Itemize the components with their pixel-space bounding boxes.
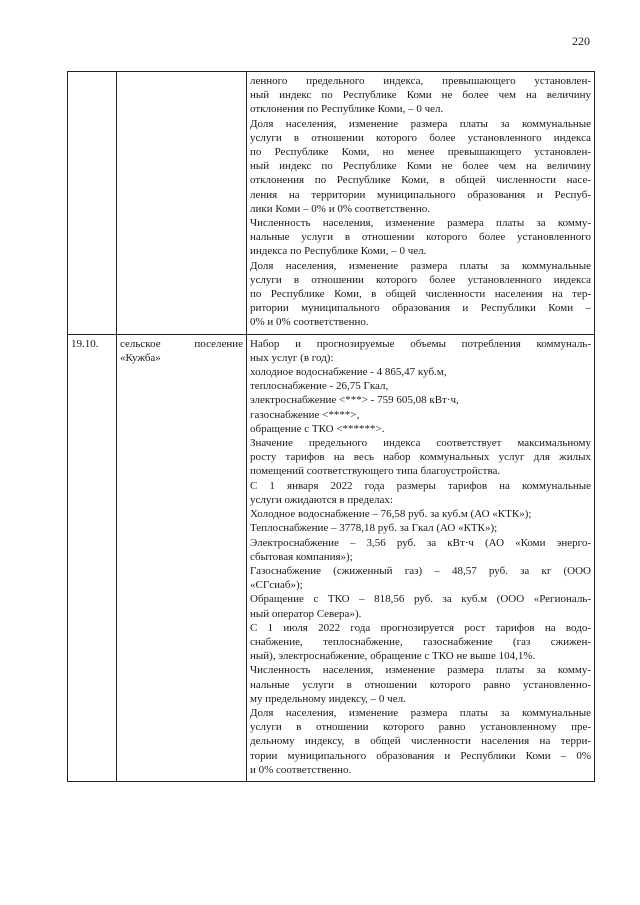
text-line: Доля населения, изменение размера платы за коммунальные xyxy=(250,259,591,272)
text-line: Теплоснабжение – 3778,18 руб. за Гкал (АО «КТК»); xyxy=(250,522,498,535)
settlement-name: «Кужба» xyxy=(120,351,161,364)
text-line: отклонения по Республике Коми, – 0 чел. xyxy=(250,103,444,116)
text-line: помещений соответствующего типа благоустройства. xyxy=(250,465,501,478)
text-line: нальные услуги в отношении которого более установленного xyxy=(250,231,591,244)
text-line: Газоснабжение (сжиженный газ) – 48,57 руб. за кг (ООО xyxy=(250,564,591,577)
page-number: 220 xyxy=(572,34,590,48)
text-line: услуги в отношении которого равно установленному пре- xyxy=(250,721,591,734)
text-line: и 0% соответственно. xyxy=(250,763,352,776)
text-line: Холодное водоснабжение – 76,58 руб. за куб.м (АО «КТК»); xyxy=(250,508,532,521)
indices-table xyxy=(67,71,595,782)
text-line: Значение предельного индекса соответствует максимальному xyxy=(250,437,591,450)
text-line: Доля населения, изменение размера платы за коммунальные xyxy=(250,706,591,719)
text-line: обращение с ТКО <******>. xyxy=(250,422,385,435)
text-line: ленного предельного индекса, превышающего установлен- xyxy=(250,75,591,87)
description-text xyxy=(250,337,591,777)
text-line: тории муниципального образования и Республики Коми – 0% xyxy=(250,749,591,762)
text-line: Доля населения, изменение размера платы за коммунальные xyxy=(250,117,591,130)
text-line: Набор и прогнозируемые объемы потребления коммуналь- xyxy=(250,337,591,350)
text-line: сбытовая компания»); xyxy=(250,550,353,563)
text-line: по Республике Коми, но менее превышающего установлен- xyxy=(250,146,591,159)
settlement-cell xyxy=(117,72,247,335)
settlement-cell xyxy=(117,334,247,781)
text-line: услуги в отношении которого более установленного индекса xyxy=(250,131,591,144)
text-line: снабжение, теплоснабжение, газоснабжение (газ сжижен- xyxy=(250,635,591,648)
row-number: 19.10. xyxy=(71,337,99,350)
text-line: ных услуг (в год): xyxy=(250,351,334,364)
text-line: ный оператор Севера»). xyxy=(250,607,362,620)
text-line: газоснабжение <****>, xyxy=(250,408,360,421)
text-line: Электроснабжение – 3,56 руб. за кВт·ч (АО «Коми энерго- xyxy=(250,536,591,549)
description-text xyxy=(250,74,591,330)
text-line: отклонения по Республике Коми, в общей численности насе- xyxy=(250,174,591,187)
text-line: ный), электроснабжение, обращение с ТКО не выше 104,1%. xyxy=(250,650,536,663)
text-line: услуги ожидаются в пределах: xyxy=(250,493,393,506)
description-cell xyxy=(247,72,595,335)
text-line: «СГсиаб»); xyxy=(250,579,303,592)
table-row xyxy=(68,334,595,781)
text-line: по Республике Коми, в общей численности населения на тер- xyxy=(250,288,591,301)
text-line: Обращение с ТКО – 818,56 руб. за куб.м (ООО «Региональ- xyxy=(250,593,591,606)
text-line: ный индекс по Республике Коми не более чем на величину xyxy=(250,89,591,102)
text-line: С 1 июля 2022 года прогнозируется рост тарифов на водо- xyxy=(250,621,591,634)
text-line: лики Коми – 0% и 0% соответственно. xyxy=(250,202,430,215)
text-line: электроснабжение <***> - 759 605,08 кВт·ч, xyxy=(250,394,459,407)
text-line: ный индекс по Республике Коми не более чем на величину xyxy=(250,160,591,173)
text-line: холодное водоснабжение - 4 865,47 куб.м, xyxy=(250,366,447,379)
text-line: му предельному индексу, – 0 чел. xyxy=(250,692,406,705)
text-line: С 1 января 2022 года размеры тарифов на коммунальные xyxy=(250,479,591,492)
text-line: нальные услуги в отношении которого равно установленно- xyxy=(250,678,591,691)
settlement-type: сельское поселение xyxy=(120,337,243,350)
description-cell xyxy=(247,334,595,781)
text-line: индекса по Республике Коми, – 0 чел. xyxy=(250,245,427,258)
text-line: 0% и 0% соответственно. xyxy=(250,316,369,329)
text-line: росту тарифов на весь набор коммунальных услуг для жилых xyxy=(250,451,591,464)
text-line: услуги в отношении которого более установленного индекса xyxy=(250,273,591,286)
text-line: дельному индексу, в общей численности населения на терри- xyxy=(250,735,591,748)
text-line: Численность населения, изменение размера платы за комму- xyxy=(250,664,591,677)
text-line: ритории муниципального образования и Республики Коми – xyxy=(250,302,591,315)
text-line: Численность населения, изменение размера платы за комму- xyxy=(250,217,591,230)
row-number-cell xyxy=(68,334,117,781)
text-line: ления на территории муниципального образования и Респуб- xyxy=(250,188,591,201)
row-number-cell xyxy=(68,72,117,335)
text-line: теплоснабжение - 26,75 Гкал, xyxy=(250,380,389,393)
table-row xyxy=(68,72,595,335)
